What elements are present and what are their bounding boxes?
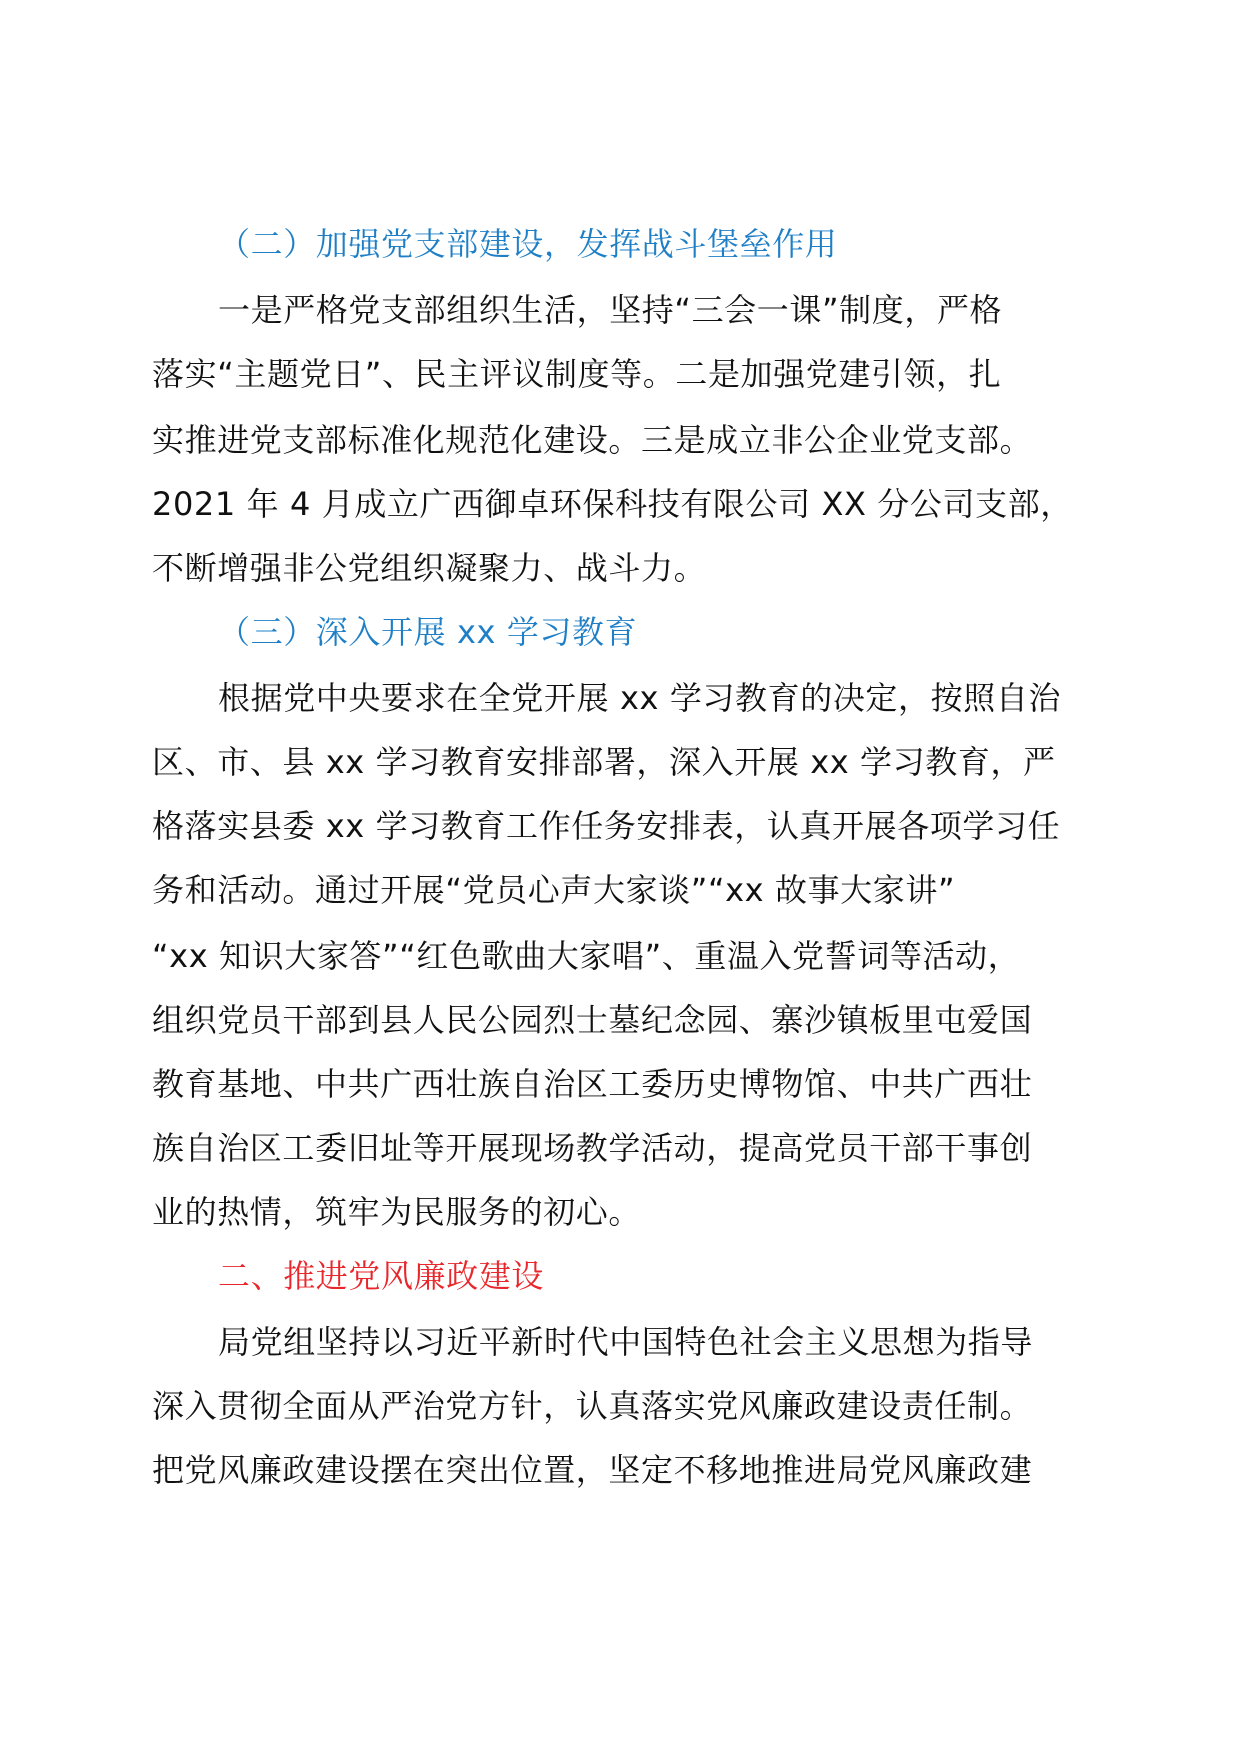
paragraph-line: 局党组坚持以习近平新时代中国特色社会主义思想为指导 [218, 1323, 1034, 1361]
paragraph-line: 组织党员干部到县人民公园烈士墓纪念园、寨沙镇板里屯爱国 [152, 1001, 1033, 1039]
paragraph-line: 把党风廉政建设摆在突出位置，坚定不移地推进局党风廉政建 [152, 1451, 1033, 1489]
paragraph-line: 深入贯彻全面从严治党方针，认真落实党风廉政建设责任制。 [152, 1387, 1033, 1425]
paragraph-line: 业的热情，筑牢为民服务的初心。 [152, 1193, 642, 1231]
paragraph-line: “xx 知识大家答”“红色歌曲大家唱”、重温入党誓词等活动， [152, 937, 1021, 975]
section-heading-2: （二）加强党支部建设，发挥战斗堡垒作用 [218, 225, 838, 263]
paragraph-line: 族自治区工委旧址等开展现场教学活动，提高党员干部干事创 [152, 1129, 1033, 1167]
paragraph-line: 务和活动。通过开展“党员心声大家谈”“xx 故事大家讲” [152, 871, 956, 909]
paragraph-line: 格落实县委 xx 学习教育工作任务安排表，认真开展各项学习任 [152, 807, 1061, 845]
paragraph-line: 教育基地、中共广西壮族自治区工委历史博物馆、中共广西壮 [152, 1065, 1033, 1103]
section-heading-3: （三）深入开展 xx 学习教育 [218, 613, 638, 651]
paragraph-line: 实推进党支部标准化规范化建设。三是成立非公企业党支部。 [152, 421, 1033, 459]
paragraph-line: 落实“主题党日”、民主评议制度等。二是加强党建引领，扎 [152, 355, 1002, 393]
paragraph-line: 一是严格党支部组织生活，坚持“三会一课”制度，严格 [218, 291, 1003, 329]
paragraph-line: 不断增强非公党组织凝聚力、战斗力。 [152, 549, 707, 587]
paragraph-line: 区、市、县 xx 学习教育安排部署，深入开展 xx 学习教育，严 [152, 743, 1056, 781]
paragraph-line: 2021 年 4 月成立广西御卓环保科技有限公司 XX 分公司支部， [152, 485, 1073, 523]
paragraph-line: 根据党中央要求在全党开展 xx 学习教育的决定，按照自治 [218, 679, 1062, 717]
section-heading-party-conduct: 二、推进党风廉政建设 [218, 1257, 545, 1295]
